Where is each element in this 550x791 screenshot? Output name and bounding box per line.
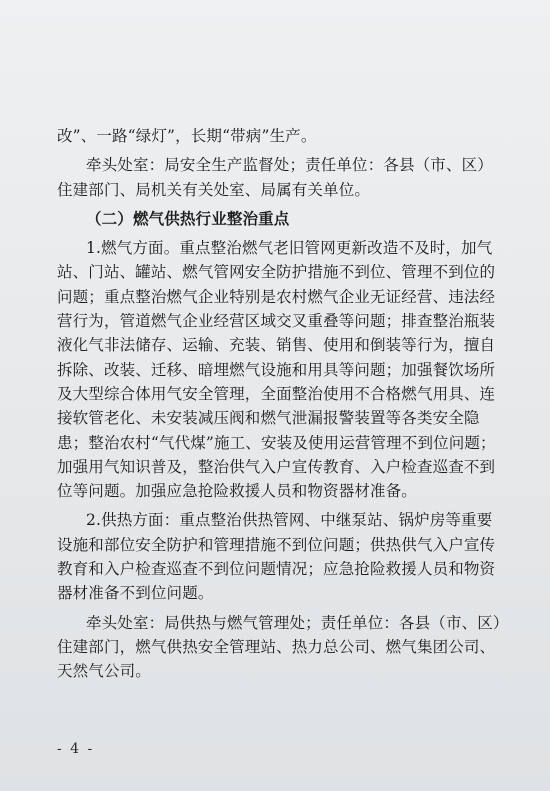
text-line: 1.燃气方面。重点整治燃气老旧管网更新改造不及时，加气 (86, 239, 493, 258)
text-line: 2.供热方面：重点整治供热管网、中继泵站、锅炉房等重要 (86, 511, 493, 530)
text-line: 改”、一路“绿灯”，长期“带病”生产。 (57, 127, 317, 145)
text-line: 住建部门，燃气供热安全管理站、热力总公司、燃气集团公司、 (57, 637, 496, 656)
text-line: 设施和部位安全防护和管理措施不到位问题；供热供气入户宣传 (57, 535, 496, 554)
text-line: 牵头处室：局安全生产监督处；责任单位：各县（市、区） (86, 156, 493, 175)
text-line: 住建部门、局机关有关处室、局属有关单位。 (57, 180, 371, 199)
page-number: - 4 - (57, 741, 95, 757)
text-line: 患；整治农村“气代煤”施工、安装及使用运营管理不到位问题； (57, 433, 496, 452)
text-line: 天然气公司。 (57, 662, 151, 681)
text-line: 液化气非法储存、运输、充装、销售、使用和倒装等行为，擅自 (57, 336, 496, 355)
text-line: 教育和入户检查巡查不到位问题情况；应急抢险救援人员和物资 (57, 560, 496, 579)
document-body (57, 124, 509, 684)
text-line: 拆除、改装、迁移、暗埋燃气设施和用具等问题；加强餐饮场所 (57, 360, 496, 379)
text-line: 站、门站、罐站、燃气管网安全防护措施不到位、管理不到位的 (57, 263, 496, 282)
text-line: 营行为，管道燃气企业经营区域交叉重叠等问题；排查整治瓶装 (57, 312, 496, 331)
text-line: 问题；重点整治燃气企业特别是农村燃气企业无证经营、违法经 (57, 287, 496, 306)
section-heading: （二）燃气供热行业整治重点 (86, 208, 290, 228)
text-line: 牵头处室：局供热与燃气管理处；责任单位：各县（市、区） (86, 613, 509, 632)
text-line: 及大型综合体用气安全管理，全面整治使用不合格燃气用具、连 (57, 384, 496, 403)
text-line: 加强用气知识普及，整治供气入户宣传教育、入户检查巡查不到 (57, 457, 496, 476)
text-line: 器材准备不到位问题。 (57, 584, 214, 603)
text-line: 接软管老化、未安装减压阀和燃气泄漏报警装置等各类安全隐 (57, 409, 480, 428)
text-line: 位等问题。加强应急抢险救援人员和物资器材准备。 (57, 482, 417, 501)
